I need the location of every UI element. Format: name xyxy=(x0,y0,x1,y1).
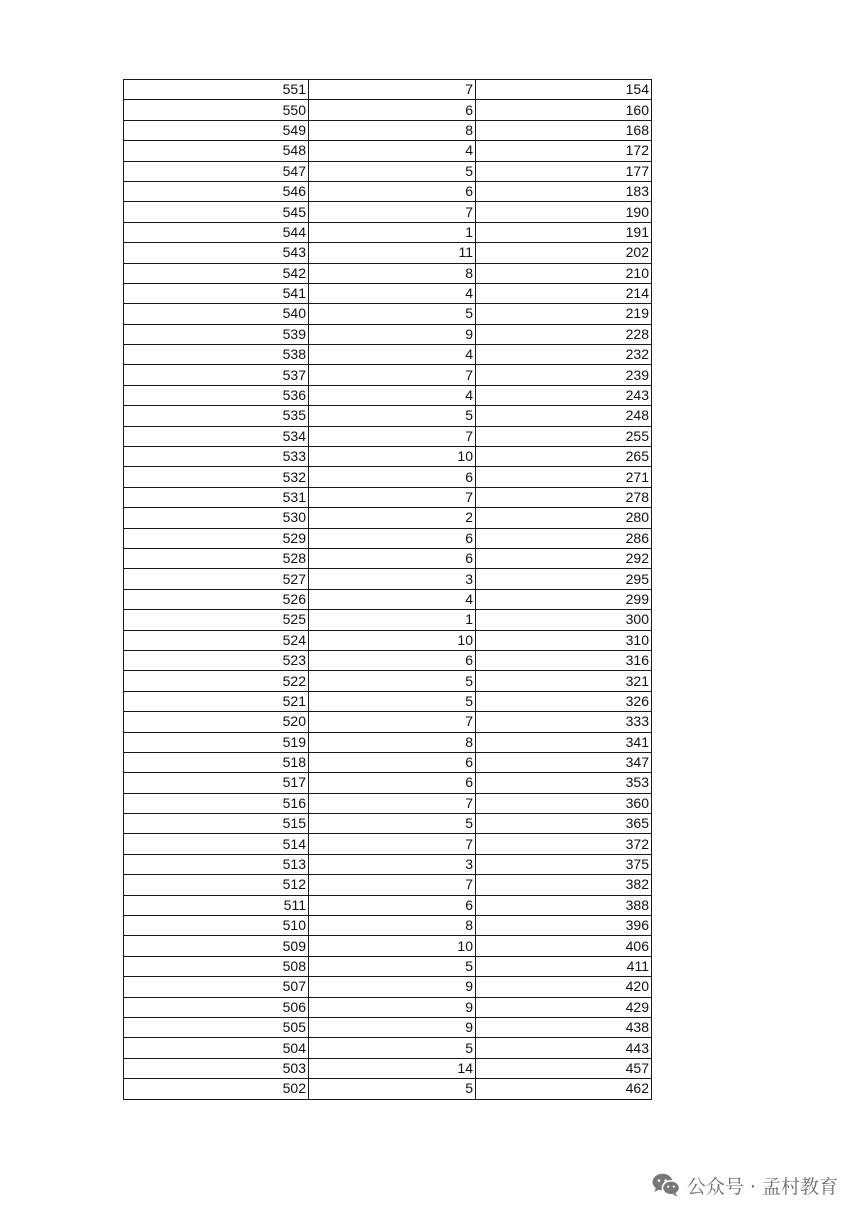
table-cell: 529 xyxy=(124,528,309,548)
table-cell: 7 xyxy=(309,875,476,895)
table-cell: 5 xyxy=(309,1038,476,1058)
table-cell: 540 xyxy=(124,304,309,324)
table-row xyxy=(124,406,652,426)
table-cell: 536 xyxy=(124,385,309,405)
table-cell: 219 xyxy=(476,304,652,324)
table-cell: 295 xyxy=(476,569,652,589)
table-cell: 388 xyxy=(476,895,652,915)
table-cell: 411 xyxy=(476,956,652,976)
table-row xyxy=(124,1017,652,1037)
table-cell: 3 xyxy=(309,569,476,589)
table-cell: 516 xyxy=(124,793,309,813)
table-cell: 515 xyxy=(124,814,309,834)
table-cell: 6 xyxy=(309,467,476,487)
table-row xyxy=(124,365,652,385)
table-row xyxy=(124,1038,652,1058)
table-cell: 507 xyxy=(124,977,309,997)
table-cell: 239 xyxy=(476,365,652,385)
table-row xyxy=(124,793,652,813)
table-cell: 443 xyxy=(476,1038,652,1058)
table-row xyxy=(124,691,652,711)
table-cell: 543 xyxy=(124,243,309,263)
table-cell: 462 xyxy=(476,1079,652,1099)
table-cell: 438 xyxy=(476,1017,652,1037)
table-cell: 8 xyxy=(309,916,476,936)
table-cell: 8 xyxy=(309,732,476,752)
table-row xyxy=(124,222,652,242)
score-table-body xyxy=(124,80,652,1100)
table-row xyxy=(124,447,652,467)
table-cell: 504 xyxy=(124,1038,309,1058)
table-row xyxy=(124,875,652,895)
table-cell: 300 xyxy=(476,610,652,630)
table-row xyxy=(124,324,652,344)
table-cell: 514 xyxy=(124,834,309,854)
table-cell: 548 xyxy=(124,141,309,161)
table-row xyxy=(124,916,652,936)
table-cell: 7 xyxy=(309,712,476,732)
table-cell: 232 xyxy=(476,345,652,365)
table-cell: 4 xyxy=(309,141,476,161)
table-cell: 214 xyxy=(476,283,652,303)
table-cell: 528 xyxy=(124,548,309,568)
table-cell: 518 xyxy=(124,752,309,772)
table-cell: 396 xyxy=(476,916,652,936)
table-cell: 510 xyxy=(124,916,309,936)
table-cell: 160 xyxy=(476,100,652,120)
table-cell: 520 xyxy=(124,712,309,732)
table-row xyxy=(124,1079,652,1099)
table-cell: 508 xyxy=(124,956,309,976)
table-cell: 547 xyxy=(124,161,309,181)
table-row xyxy=(124,161,652,181)
table-cell: 7 xyxy=(309,202,476,222)
table-cell: 310 xyxy=(476,630,652,650)
table-cell: 271 xyxy=(476,467,652,487)
table-cell: 382 xyxy=(476,875,652,895)
table-cell: 191 xyxy=(476,222,652,242)
table-cell: 546 xyxy=(124,181,309,201)
table-cell: 7 xyxy=(309,487,476,507)
table-row xyxy=(124,263,652,283)
table-row xyxy=(124,854,652,874)
table-row xyxy=(124,650,652,670)
table-cell: 278 xyxy=(476,487,652,507)
table-cell: 2 xyxy=(309,508,476,528)
table-cell: 4 xyxy=(309,589,476,609)
table-row xyxy=(124,100,652,120)
table-cell: 326 xyxy=(476,691,652,711)
table-cell: 7 xyxy=(309,793,476,813)
table-cell: 545 xyxy=(124,202,309,222)
table-cell: 286 xyxy=(476,528,652,548)
table-row xyxy=(124,304,652,324)
table-cell: 353 xyxy=(476,773,652,793)
table-row xyxy=(124,610,652,630)
table-cell: 10 xyxy=(309,630,476,650)
table-cell: 420 xyxy=(476,977,652,997)
table-cell: 406 xyxy=(476,936,652,956)
table-cell: 509 xyxy=(124,936,309,956)
table-cell: 5 xyxy=(309,1079,476,1099)
table-row xyxy=(124,385,652,405)
table-cell: 5 xyxy=(309,161,476,181)
table-cell: 6 xyxy=(309,181,476,201)
wechat-icon xyxy=(651,1172,681,1198)
table-cell: 531 xyxy=(124,487,309,507)
table-cell: 365 xyxy=(476,814,652,834)
table-row xyxy=(124,936,652,956)
table-row xyxy=(124,528,652,548)
table-cell: 6 xyxy=(309,752,476,772)
table-cell: 533 xyxy=(124,447,309,467)
table-cell: 523 xyxy=(124,650,309,670)
table-cell: 243 xyxy=(476,385,652,405)
table-row xyxy=(124,834,652,854)
table-cell: 299 xyxy=(476,589,652,609)
table-row xyxy=(124,977,652,997)
table-row xyxy=(124,814,652,834)
table-row xyxy=(124,487,652,507)
table-cell: 4 xyxy=(309,345,476,365)
table-cell: 519 xyxy=(124,732,309,752)
table-cell: 521 xyxy=(124,691,309,711)
table-cell: 333 xyxy=(476,712,652,732)
table-cell: 530 xyxy=(124,508,309,528)
table-cell: 5 xyxy=(309,956,476,976)
table-cell: 542 xyxy=(124,263,309,283)
table-cell: 538 xyxy=(124,345,309,365)
table-row xyxy=(124,283,652,303)
table-row xyxy=(124,243,652,263)
table-row xyxy=(124,895,652,915)
table-cell: 6 xyxy=(309,528,476,548)
table-cell: 10 xyxy=(309,447,476,467)
score-table xyxy=(123,79,652,1100)
table-cell: 534 xyxy=(124,426,309,446)
table-cell: 5 xyxy=(309,691,476,711)
table-row xyxy=(124,569,652,589)
table-row xyxy=(124,712,652,732)
table-cell: 9 xyxy=(309,997,476,1017)
table-cell: 168 xyxy=(476,120,652,140)
table-cell: 1 xyxy=(309,222,476,242)
table-cell: 341 xyxy=(476,732,652,752)
table-row xyxy=(124,345,652,365)
table-cell: 9 xyxy=(309,977,476,997)
table-cell: 8 xyxy=(309,120,476,140)
table-cell: 7 xyxy=(309,834,476,854)
table-row xyxy=(124,426,652,446)
table-cell: 177 xyxy=(476,161,652,181)
table-cell: 248 xyxy=(476,406,652,426)
table-row xyxy=(124,467,652,487)
score-table-sheet xyxy=(123,79,651,1100)
table-row xyxy=(124,548,652,568)
table-cell: 4 xyxy=(309,283,476,303)
table-cell: 347 xyxy=(476,752,652,772)
table-cell: 7 xyxy=(309,80,476,100)
table-cell: 505 xyxy=(124,1017,309,1037)
watermark-text: 公众号 · 孟村教育 xyxy=(686,1175,838,1198)
table-cell: 228 xyxy=(476,324,652,344)
table-cell: 6 xyxy=(309,773,476,793)
table-cell: 7 xyxy=(309,365,476,385)
table-cell: 511 xyxy=(124,895,309,915)
table-cell: 154 xyxy=(476,80,652,100)
table-cell: 6 xyxy=(309,895,476,915)
table-cell: 1 xyxy=(309,610,476,630)
table-cell: 210 xyxy=(476,263,652,283)
table-cell: 255 xyxy=(476,426,652,446)
table-cell: 292 xyxy=(476,548,652,568)
table-cell: 503 xyxy=(124,1058,309,1078)
table-cell: 5 xyxy=(309,304,476,324)
table-cell: 6 xyxy=(309,650,476,670)
table-cell: 539 xyxy=(124,324,309,344)
table-cell: 372 xyxy=(476,834,652,854)
table-cell: 537 xyxy=(124,365,309,385)
table-cell: 280 xyxy=(476,508,652,528)
table-cell: 360 xyxy=(476,793,652,813)
table-cell: 517 xyxy=(124,773,309,793)
table-cell: 5 xyxy=(309,406,476,426)
table-row xyxy=(124,181,652,201)
table-cell: 535 xyxy=(124,406,309,426)
table-row xyxy=(124,141,652,161)
table-cell: 3 xyxy=(309,854,476,874)
table-cell: 172 xyxy=(476,141,652,161)
table-cell: 190 xyxy=(476,202,652,222)
table-cell: 506 xyxy=(124,997,309,1017)
table-row xyxy=(124,589,652,609)
table-cell: 549 xyxy=(124,120,309,140)
table-row xyxy=(124,732,652,752)
table-cell: 10 xyxy=(309,936,476,956)
table-cell: 9 xyxy=(309,324,476,344)
table-cell: 4 xyxy=(309,385,476,405)
table-cell: 316 xyxy=(476,650,652,670)
table-cell: 6 xyxy=(309,548,476,568)
table-row xyxy=(124,630,652,650)
table-cell: 527 xyxy=(124,569,309,589)
table-cell: 321 xyxy=(476,671,652,691)
table-cell: 525 xyxy=(124,610,309,630)
table-cell: 8 xyxy=(309,263,476,283)
watermark xyxy=(651,1170,838,1200)
table-row xyxy=(124,80,652,100)
table-row xyxy=(124,202,652,222)
table-cell: 522 xyxy=(124,671,309,691)
table-row xyxy=(124,997,652,1017)
table-row xyxy=(124,671,652,691)
table-cell: 526 xyxy=(124,589,309,609)
table-cell: 532 xyxy=(124,467,309,487)
table-cell: 265 xyxy=(476,447,652,467)
table-cell: 5 xyxy=(309,814,476,834)
table-cell: 513 xyxy=(124,854,309,874)
table-row xyxy=(124,120,652,140)
table-cell: 183 xyxy=(476,181,652,201)
table-cell: 11 xyxy=(309,243,476,263)
table-cell: 5 xyxy=(309,671,476,691)
table-cell: 502 xyxy=(124,1079,309,1099)
table-row xyxy=(124,773,652,793)
table-row xyxy=(124,752,652,772)
table-cell: 524 xyxy=(124,630,309,650)
table-cell: 512 xyxy=(124,875,309,895)
table-row xyxy=(124,1058,652,1078)
table-cell: 375 xyxy=(476,854,652,874)
table-row xyxy=(124,956,652,976)
table-cell: 6 xyxy=(309,100,476,120)
table-cell: 429 xyxy=(476,997,652,1017)
table-cell: 14 xyxy=(309,1058,476,1078)
table-cell: 9 xyxy=(309,1017,476,1037)
table-cell: 551 xyxy=(124,80,309,100)
table-cell: 457 xyxy=(476,1058,652,1078)
table-cell: 202 xyxy=(476,243,652,263)
table-cell: 544 xyxy=(124,222,309,242)
table-cell: 7 xyxy=(309,426,476,446)
table-row xyxy=(124,508,652,528)
table-cell: 550 xyxy=(124,100,309,120)
table-cell: 541 xyxy=(124,283,309,303)
